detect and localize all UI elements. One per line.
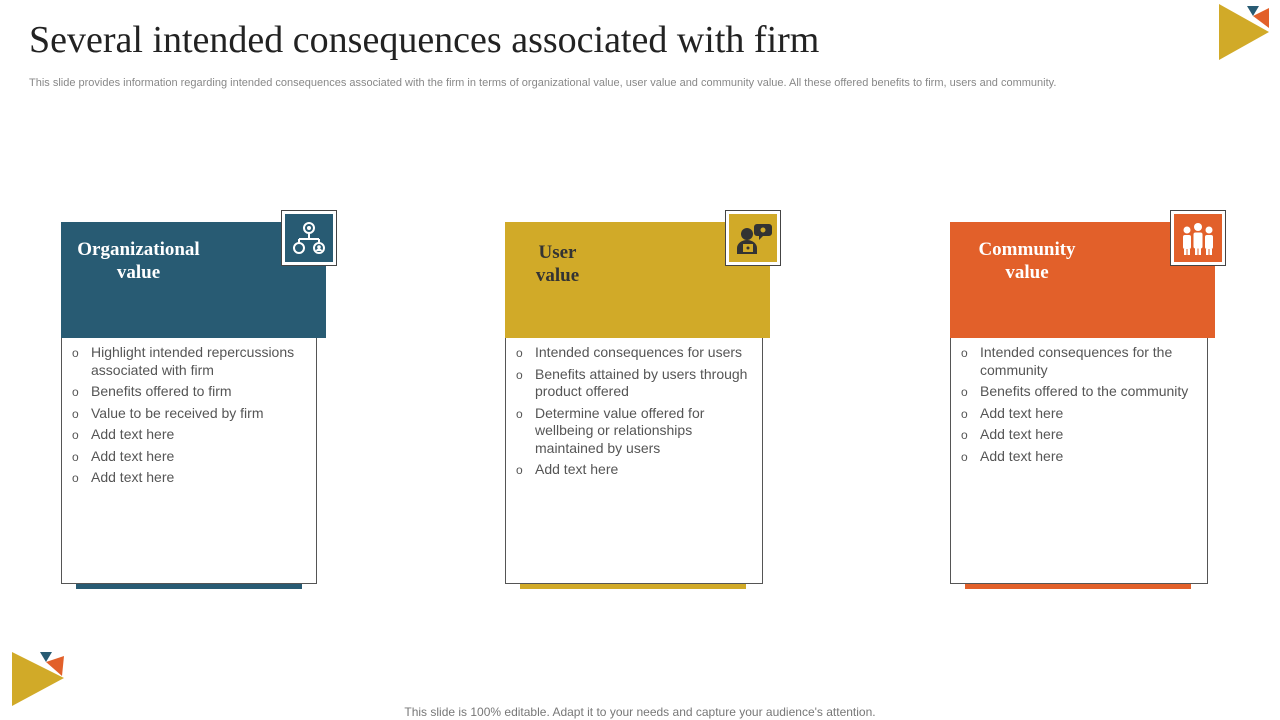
card-accent-bar [520, 584, 746, 589]
list-item: o Add text here [72, 469, 175, 485]
footer-note: This slide is 100% editable. Adapt it to your needs and capture your audience's attention. [404, 705, 876, 719]
icon-frame [1170, 210, 1226, 266]
brand-logo-icon [1217, 2, 1271, 62]
brand-logo-icon [10, 650, 66, 708]
list-item: o Benefits attained by users through product offered [516, 365, 748, 399]
list-item: o Value to be received by firm [72, 404, 264, 421]
list-item: o Add text here [72, 426, 175, 442]
list-item: o Highlight intended repercussions associated with firm [72, 344, 295, 378]
card-body [950, 338, 1208, 584]
icon-frame [725, 210, 781, 266]
list-item: o Benefits offered to firm [72, 383, 232, 399]
card-accent-bar [965, 584, 1191, 589]
card-organizational-value [61, 222, 326, 592]
icon-frame [281, 210, 337, 266]
list-item: o Add text here [961, 447, 1064, 464]
list-item: o Determine value offered for wellbeing or relationships maintained by users [516, 404, 705, 456]
page-title: Several intended consequences associated with firm [29, 19, 820, 61]
list-item: o Add text here [72, 447, 175, 464]
card-body [61, 338, 317, 584]
bullet-list [506, 338, 762, 479]
list-item: o Intended consequences for the community [961, 344, 1173, 378]
list-item: o Intended consequences for users [516, 344, 743, 360]
bullet-list [951, 338, 1207, 465]
community-group-icon [1174, 214, 1222, 262]
card-header [950, 222, 1215, 338]
card-community-value [950, 222, 1215, 592]
card-header [61, 222, 326, 338]
list-item: o Add text here [961, 404, 1064, 421]
card-title: Organizational value [77, 239, 200, 283]
card-header [505, 222, 770, 338]
card-body [505, 338, 763, 584]
card-user-value [505, 222, 770, 592]
user-chat-icon [729, 214, 777, 262]
card-title: User value [535, 242, 580, 286]
card-title: Community value [978, 239, 1076, 283]
bullet-list [62, 338, 316, 487]
card-accent-bar [76, 584, 302, 589]
page-subtitle: This slide provides information regarding intended consequences associated with the firm in terms of organizational value, user value and community value. All these offered benefits to firm, users and community. [29, 77, 1057, 89]
list-item: o Add text here [516, 461, 619, 477]
organization-network-icon [285, 214, 333, 262]
list-item: o Add text here [961, 426, 1064, 442]
list-item: o Benefits offered to the community [961, 383, 1189, 399]
